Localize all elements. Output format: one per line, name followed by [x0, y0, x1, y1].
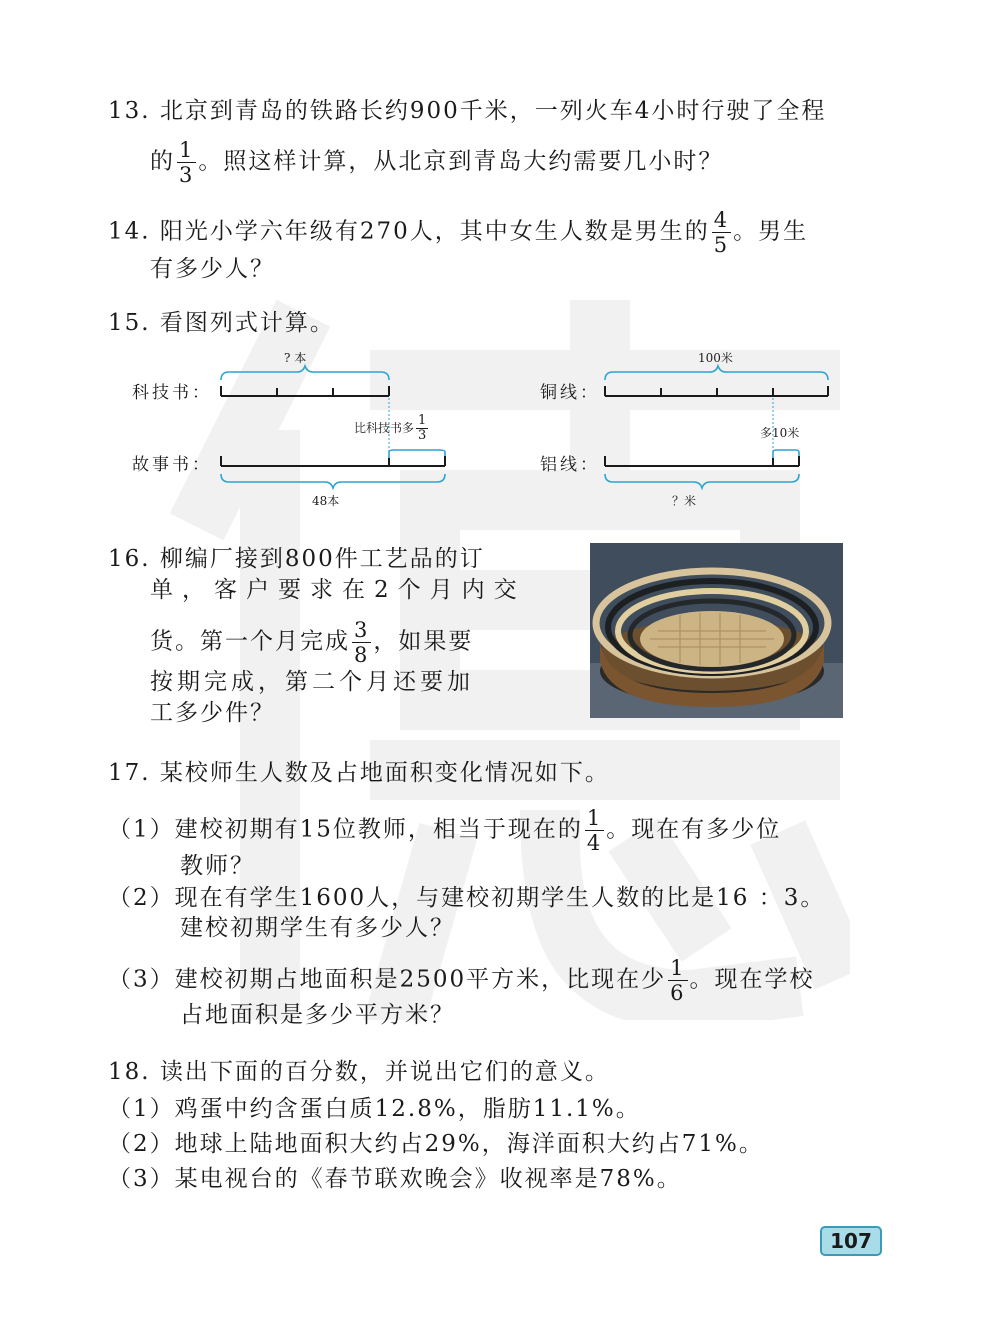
q15-left-bottom-note: 48本: [312, 494, 340, 508]
q15-left-mid-note: 比科技书多 $\frac{1}{3}$: [354, 413, 427, 443]
q17-part2-line1: （2）现在有学生1600人，与建校初期学生人数的比是16 ：3。: [108, 885, 826, 911]
left-mid-brace: [389, 450, 445, 462]
q15-right-mid-note: 多10米: [760, 426, 800, 440]
q18-item-1: （1）鸡蛋中约含蛋白质12.8%，脂肪11.1%。: [108, 1096, 641, 1122]
q17-part1-line1: （1）建校初期有15位教师，相当于现在的 $\frac{1}{4}$ 。现在有多少位: [108, 806, 782, 855]
right-top-brace: [605, 366, 828, 380]
q15-right-diagram: [605, 366, 828, 488]
q17-part2-line2: 建校初期学生有多少人？: [180, 915, 455, 941]
q18-title: 18. 读出下面的百分数，并说出它们的意义。: [108, 1059, 610, 1085]
q13-pre: 的: [150, 148, 175, 175]
q14-fraction: $\frac{4}{5}$: [713, 208, 730, 257]
q16-fraction: $\frac{3}{8}$: [354, 618, 370, 667]
q15-left-row2-label: 故事书：: [132, 455, 212, 475]
q17-title: 17. 某校师生人数及占地面积变化情况如下。: [108, 760, 610, 786]
q18-item-3: （3）某电视台的《春节联欢晚会》收视率是78%。: [108, 1166, 682, 1192]
q14-pre: 14. 阳光小学六年级有270人，其中女生人数是男生的: [108, 218, 710, 245]
q13-post: 。照这样计算，从北京到青岛大约需要几小时？: [198, 148, 724, 175]
q15-left-diagram: [221, 366, 445, 488]
page-number-badge: 107: [820, 1226, 882, 1256]
q17-part1-line2: 教师？: [180, 853, 255, 879]
q15-right-row2-label: 铝线：: [540, 455, 600, 475]
q18-item-2: （2）地球上陆地面积大约占29%，海洋面积大约占71%。: [108, 1131, 764, 1157]
q17-part3-line2: 占地面积是多少平方米？: [180, 1002, 455, 1028]
q15-title: 15. 看图列式计算。: [108, 310, 335, 336]
q15-left-top-note: ? 本: [284, 351, 307, 365]
q16-line4: 按期完成，第二个月还要加: [150, 669, 474, 695]
q16-line5: 工多少件？: [150, 700, 275, 726]
q15-right-top-note: 100米: [698, 351, 733, 365]
left-bottom-brace: [221, 474, 445, 488]
q15-left-row1-label: 科技书：: [132, 383, 212, 403]
q17-part3-fraction: $\frac{1}{6}$: [670, 956, 686, 1005]
q15-line-diagrams: [0, 0, 1000, 560]
right-bottom-brace: [605, 474, 799, 488]
q15-left-mid-fraction: $\frac{1}{3}$: [418, 413, 427, 443]
q13-line1: 13. 北京到青岛的铁路长约900千米，一列火车4小时行驶了全程: [108, 98, 827, 124]
q14-post: 。男生: [733, 218, 809, 245]
q13-fraction: $\frac{1}{3}$: [179, 138, 195, 187]
q15-right-row1-label: 铜线：: [540, 383, 600, 403]
q16-line1: 16. 柳编厂接到800件工艺品的订: [108, 546, 485, 572]
right-mid-brace: [773, 450, 799, 462]
left-top-brace: [221, 366, 389, 380]
q17-part1-fraction: $\frac{1}{4}$: [586, 806, 603, 855]
q16-line2: 单，客户要求在2个月内交: [150, 577, 526, 603]
wicker-basket-photo: [590, 543, 843, 718]
q14-line2: 有多少人？: [150, 256, 275, 282]
q16-line3: 货。第一个月完成 $\frac{3}{8}$ ，如果要: [150, 618, 474, 667]
q17-part3-line1: （3）建校初期占地面积是2500平方米，比现在少 $\frac{1}{6}$ 。现在学校: [108, 956, 815, 1005]
q15-right-bottom-note: ？米: [672, 494, 697, 508]
